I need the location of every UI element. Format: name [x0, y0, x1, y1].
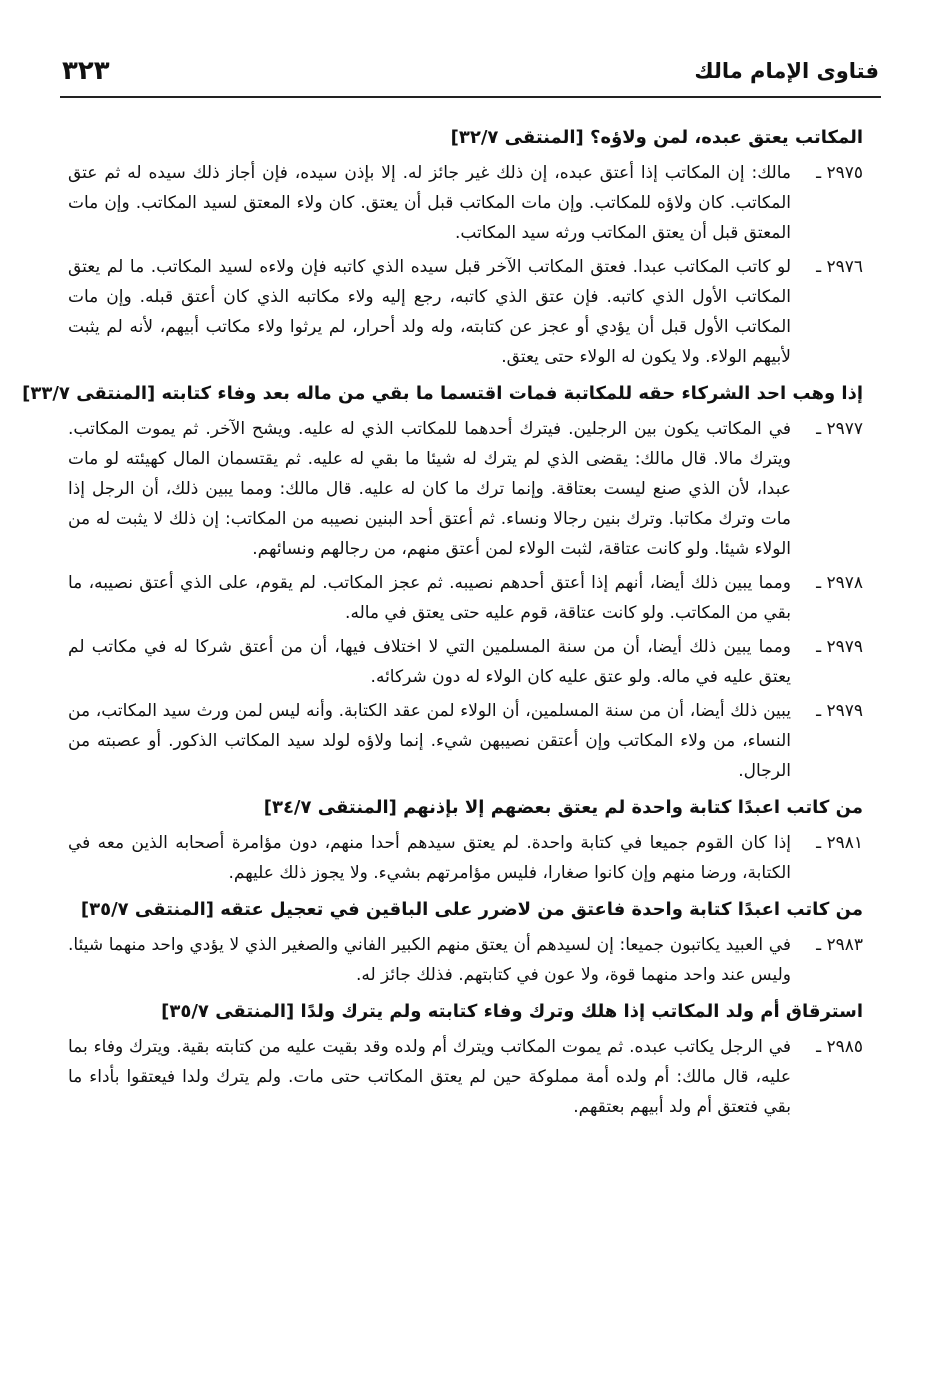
entry-text: ومما يبين ذلك أيضا، أن من سنة المسلمين التي لا اختلاف فيها، أن من أعتق شركا له في مكاتب لم يعتق عليه في ماله. ولو عتق عليه كان الولاء له دون شركائه. [68, 637, 791, 687]
entry-number: ٢٩٧٨ ـ [816, 573, 863, 593]
section-title: استرقاق أم ولد المكاتب إذا هلك وترك وفاء كتابته ولم يترك ولدًا [المنتقى ٣٥/٧] [161, 1001, 863, 1022]
entry-text: في الرجل يكاتب عبده. ثم يموت المكاتب ويترك أم ولده وقد بقيت عليه من كتابته بقية. ويترك وفاء بما عليه، قال مالك: أم ولده أمة مملوكة حين لم يعتق المكاتب حتى مات. ولم يترك ولدا فيعتقوا بأداء ما بقي فتعتق أم ولد أبيهم بعتقهم. [68, 1037, 791, 1117]
fatwa-entry [68, 158, 863, 248]
entry-number: ٢٩٨١ ـ [816, 833, 863, 853]
fatwa-entry [68, 696, 863, 786]
entry-text: في المكاتب يكون بين الرجلين. فيترك أحدهما للمكاتب الذي له عليه. ويشح الآخر. ثم يموت المكاتب. ويترك مالا. قال مالك: يقضى الذي لم يترك له شيئا ما بقي له عليه. ثم يقتسمان المال كهيئته لو مات عبدا، لأن الذي صنع ليست بعتاقة. وإنما ترك ما كان له عليه. قال مالك: ومما يبين ذلك، أن الرجل إذا مات وترك مكاتبا. وترك بنين رجالا ونساء. ثم أعتق أحد البنين نصيبه من المكاتب: إن ذلك لا يثبت له من الولاء شيئا. ولو كانت عتاقة، لثبت الولاء لمن أعتق منهم، من رجالهم ونسائهم. [68, 419, 791, 559]
entry-number: ٢٩٧٩ ـ [816, 637, 863, 657]
section-title: من كاتب اعبدًا كتابة واحدة لم يعتق بعضهم إلا بإذنهم [المنتقى ٣٤/٧] [263, 797, 863, 818]
entry-text: يبين ذلك أيضا، أن من سنة المسلمين، أن الولاء لمن عقد الكتابة. وأنه ليس لمن ورث سيد المكاتب، من النساء، من ولاء المكاتب وإن أعتقن نصيبهن شيء. إنما ولاؤه لولد سيد المكاتب الذكور. أو عصبته من الرجال. [68, 701, 791, 781]
entry-text: ومما يبين ذلك أيضا، أنهم إذا أعتق أحدهم نصيبه. ثم عجز المكاتب. لم يقوم، على الذي أعتق نصيبه، ما بقي من المكاتب. ولو كانت عتاقة، قوم عليه حتى يعتق في ماله. [68, 573, 791, 623]
page-body [22, 116, 863, 1126]
fatwa-entry [68, 414, 863, 564]
entry-number: ٢٩٨٣ ـ [816, 935, 863, 955]
entry-text: لو كاتب المكاتب عبدا. فعتق المكاتب الآخر قبل سيده الذي كاتبه فإن ولاءه لسيد المكاتب. ما لم يعتق المكاتب الأول الذي كاتبه. فإن عتق الذي كاتبه، رجع إليه ولاء مكاتبه الذي كان أعتق قبله. وإن مات المكاتب الأول قبل أن يؤدي أو عجز عن كتابته، وله ولد أحرار، لم يرثوا ولاء مكاتب أبيهم، لأنه لم يثبت لأبيهم الولاء. ولا يكون له الولاء حتى يعتق. [68, 257, 791, 367]
entry-text: في العبيد يكاتبون جميعا: إن لسيدهم أن يعتق منهم الكبير الفاني والصغير الذي لا يؤدي واحد منهما شيئا. وليس عند واحد منهما قوة، ولا عون في كتابتهم. فذلك جائز له. [68, 935, 791, 985]
entry-number: ٢٩٧٩ ـ [816, 701, 863, 721]
page-number: ٣٢٣ [62, 56, 110, 86]
fatwa-entry [68, 568, 863, 628]
entry-number: ٢٩٧٦ ـ [816, 257, 863, 277]
entry-number: ٢٩٨٥ ـ [816, 1037, 863, 1057]
entry-number: ٢٩٧٥ ـ [816, 163, 863, 183]
entry-number: ٢٩٧٧ ـ [816, 419, 863, 439]
book-title: فتاوى الإمام مالك [694, 59, 879, 83]
fatwa-entry [68, 1032, 863, 1122]
fatwa-entry [68, 632, 863, 692]
header-divider [60, 96, 881, 98]
section-title: إذا وهب احد الشركاء حقه للمكاتبة فمات اقتسما ما بقي من ماله بعد وفاء كتابته [المنتقى ٣٣/٧] [22, 383, 863, 404]
section-title: المكاتب يعتق عبده، لمن ولاؤه؟ [المنتقى ٣٢/٧] [450, 127, 863, 148]
fatwa-entry [68, 252, 863, 372]
entry-text: إذا كان القوم جميعا في كتابة واحدة. لم يعتق سيدهم أحدا منهم، دون مؤامرة أصحابه الذين معه في الكتابة، ورضا منهم وإن كانوا صغارا، فليس مؤامرتهم بشيء. ولا يجوز ذلك عليهم. [68, 833, 791, 883]
section-title: من كاتب اعبدًا كتابة واحدة فاعتق من لاضرر على الباقين في تعجيل عتقه [المنتقى ٣٥/٧] [80, 899, 863, 920]
page-header [62, 52, 879, 90]
fatwa-entry [68, 828, 863, 888]
fatwa-entry [68, 930, 863, 990]
entry-text: مالك: إن المكاتب إذا أعتق عبده، إن ذلك غير جائز له. إلا بإذن سيده، فإن أجاز ذلك سيده له ثم عتق المكاتب. كان ولاؤه للمكاتب. وإن مات المكاتب قبل أن يعتق. كان ولاء المعتق لسيد المكاتب. وإن مات المعتق قبل أن يعتق المكاتب ورثه سيد المكاتب. [68, 163, 791, 243]
